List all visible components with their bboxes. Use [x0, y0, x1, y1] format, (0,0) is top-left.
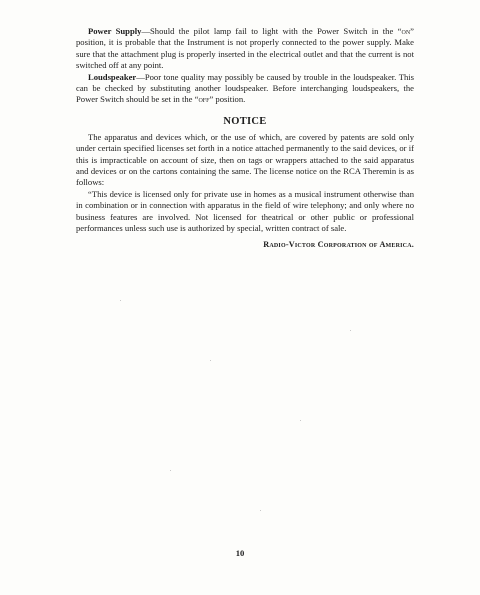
license-quote: “This device is licensed only for private use in homes as a musical instrument otherwise than in combination or in connection with apparatus in the field of wire telephony; and only where no business features are involved. Not licensed for theatrical or other public or professional performances unless such use is authorized by special, written contract of sale. [76, 188, 414, 234]
power-switch-off-label: off [198, 94, 210, 105]
power-supply-text-2: ” position, it is probable that the Instrument is not properly connected to the power supply. Make sure that the attachment plug is properly inserted in the electrical outlet and that the current is not switched off at any point. [76, 26, 414, 71]
notice-heading: NOTICE [223, 115, 267, 127]
loudspeaker-text-2: ” position. [209, 94, 246, 105]
corporate-signature: Radio-Victor Corporation of America. [263, 239, 414, 249]
paper-speck [300, 420, 301, 421]
power-supply-paragraph [76, 26, 414, 72]
page-number: 10 [235, 548, 245, 558]
paper-speck [120, 300, 121, 301]
paper-speck [210, 360, 211, 361]
page-content [76, 26, 414, 250]
paper-speck [170, 470, 171, 471]
loudspeaker-text-1: —Poor tone quality may possibly be caused by trouble in the loudspeaker. This can be checked by substituting another loudspeaker. Before interchanging loudspeakers, the Power Switch should be set in the “ [76, 71, 414, 105]
power-supply-text-1: —Should the pilot lamp fail to light with the Power Switch in the “ [141, 26, 402, 36]
notice-body: The apparatus and devices which, or the use of which, are covered by patents are sold only under certain specified licenses set forth in a notice attached permanently to the said devices, or if this is impracticable on account of size, then on tags or wrappers attached to the said apparatus and devices or on the cartons containing the same. The license notice on the RCA Theremin is as follows: [76, 131, 414, 188]
loudspeaker-heading: Loudspeaker [88, 71, 137, 82]
power-switch-on-label: on [401, 26, 411, 36]
paper-speck [260, 510, 261, 511]
power-supply-heading: Power Supply [88, 26, 142, 36]
loudspeaker-paragraph [76, 72, 414, 106]
paper-speck [350, 330, 351, 331]
